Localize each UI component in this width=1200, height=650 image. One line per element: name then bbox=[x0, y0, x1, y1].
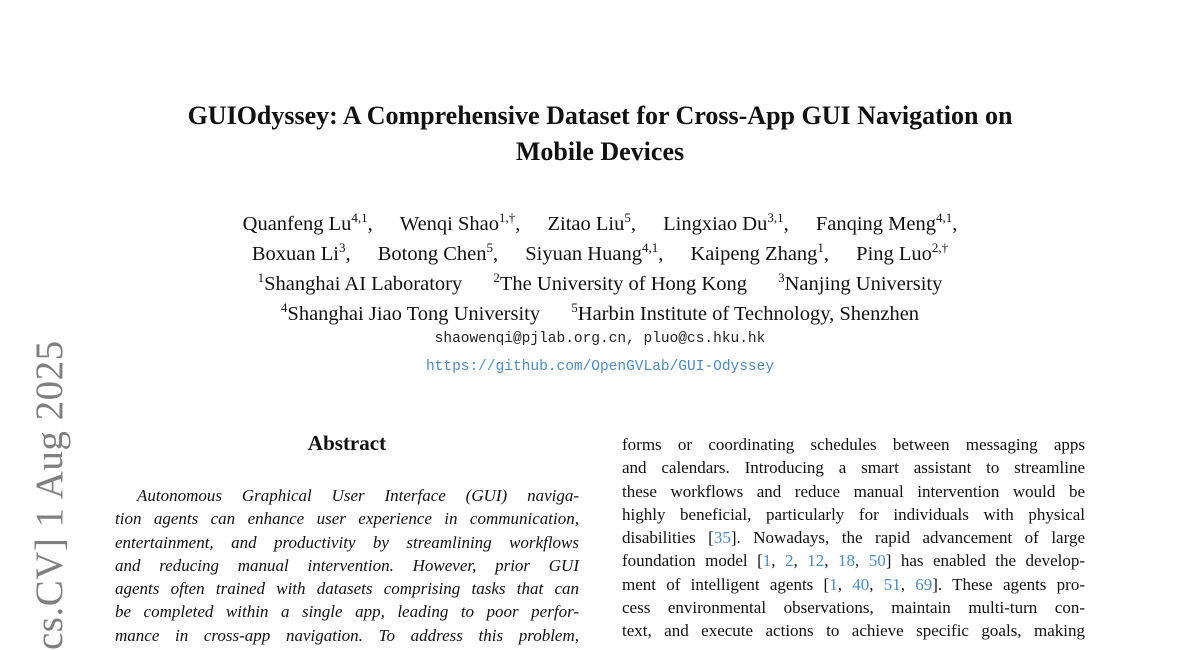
author: Wenqi Shao$^{1,\dagger}$, bbox=[399, 210, 521, 235]
abstract-line: tion agents can enhance user experience in communication, bbox=[115, 509, 579, 529]
github-link[interactable]: https://github.com/OpenGVLab/GUI-Odyssey bbox=[425, 359, 775, 375]
intro-line: text, and execute actions to achieve specific goals, making bbox=[622, 621, 1085, 641]
affiliation: $^2$The University of Hong Kong bbox=[493, 270, 747, 295]
abstract-line: entertainment, and productivity by streamlining workflows bbox=[115, 532, 579, 552]
arxiv-stamp: cs.CV] 1 Aug 2025 bbox=[28, 340, 71, 650]
abstract-body bbox=[115, 484, 579, 647]
author: Quanfeng Lu$^{4,1}$, bbox=[242, 210, 373, 235]
affiliation: $^3$Nanjing University bbox=[778, 270, 943, 295]
title-line-1: GUIOdyssey: A Comprehensive Dataset for Cross-App GUI Navigation on bbox=[187, 101, 1013, 130]
author: Botong Chen$^5$, bbox=[377, 240, 499, 265]
abstract-line: be completed within a single app, leading to poor perfor- bbox=[115, 602, 579, 622]
intro-line: ment of intelligent agents [1, 40, 51, 69]. These agents pro- bbox=[622, 574, 1085, 594]
author-block bbox=[100, 210, 1100, 330]
citation-link[interactable]: 51 bbox=[883, 574, 901, 594]
affiliation: $^4$Shanghai Jiao Tong University bbox=[280, 300, 541, 325]
citation-link[interactable]: 50 bbox=[868, 551, 886, 571]
title-line-2: Mobile Devices bbox=[515, 137, 685, 166]
author: Kaipeng Zhang$^1$, bbox=[690, 240, 830, 265]
author: Fanqing Meng$^{4,1}$, bbox=[815, 210, 958, 235]
intro-line: cess environmental observations, maintain multi-turn con- bbox=[622, 598, 1085, 618]
abstract-line: Autonomous Graphical User Interface (GUI) naviga- bbox=[137, 486, 579, 505]
citation-link[interactable]: 69 bbox=[915, 574, 933, 594]
intro-line: forms or coordinating schedules between messaging apps bbox=[622, 435, 1085, 454]
citation-link[interactable]: 2 bbox=[785, 551, 794, 571]
abstract-line: and reducing manual intervention. However, prior GUI bbox=[115, 555, 579, 575]
intro-line: these workflows and reduce manual intervention would be bbox=[622, 481, 1085, 501]
citation-link[interactable]: 35 bbox=[713, 528, 731, 548]
citation-link[interactable]: 40 bbox=[852, 574, 870, 594]
affiliation: $^5$Harbin Institute of Technology, Shenzhen bbox=[571, 300, 920, 325]
abstract-line: agents often trained with datasets comprising tasks that can bbox=[115, 579, 579, 599]
affiliation-line-1 bbox=[100, 270, 1100, 300]
affiliation: $^1$Shanghai AI Laboratory bbox=[257, 270, 463, 295]
introduction-text bbox=[622, 433, 1085, 643]
citation-link[interactable]: 1 bbox=[829, 574, 838, 594]
author: Zitao Liu$^5$, bbox=[547, 210, 636, 235]
paper-title bbox=[100, 98, 1100, 170]
abstract-line: mance in cross-app navigation. To address this problem, bbox=[115, 625, 579, 645]
author-emails: shaowenqi@pjlab.org.cn, pluo@cs.hku.hk bbox=[434, 331, 766, 347]
intro-line: disabilities [35]. Nowadays, the rapid advancement of large bbox=[622, 528, 1086, 548]
author: Boxuan Li$^3$, bbox=[251, 240, 351, 265]
author: Ping Luo$^{2,\dagger}$ bbox=[856, 240, 949, 265]
intro-line: highly beneficial, particularly for individuals with physical bbox=[622, 504, 1085, 524]
citation-link[interactable]: 12 bbox=[807, 551, 825, 571]
author: Siyuan Huang$^{4,1}$, bbox=[525, 240, 664, 265]
citation-link[interactable]: 1 bbox=[762, 551, 772, 571]
author-line-2 bbox=[100, 240, 1100, 270]
citation-link[interactable]: 18 bbox=[837, 551, 855, 571]
intro-line: and calendars. Introducing a smart assistant to streamline bbox=[622, 458, 1085, 478]
author: Lingxiao Du$^{3,1}$, bbox=[663, 210, 789, 235]
author-line-1 bbox=[100, 210, 1100, 240]
affiliation-line-2 bbox=[100, 300, 1100, 330]
intro-line: foundation model [1, 2, 12, 18, 50] has enabled the develop- bbox=[622, 551, 1086, 571]
abstract-heading: Abstract bbox=[307, 431, 387, 455]
